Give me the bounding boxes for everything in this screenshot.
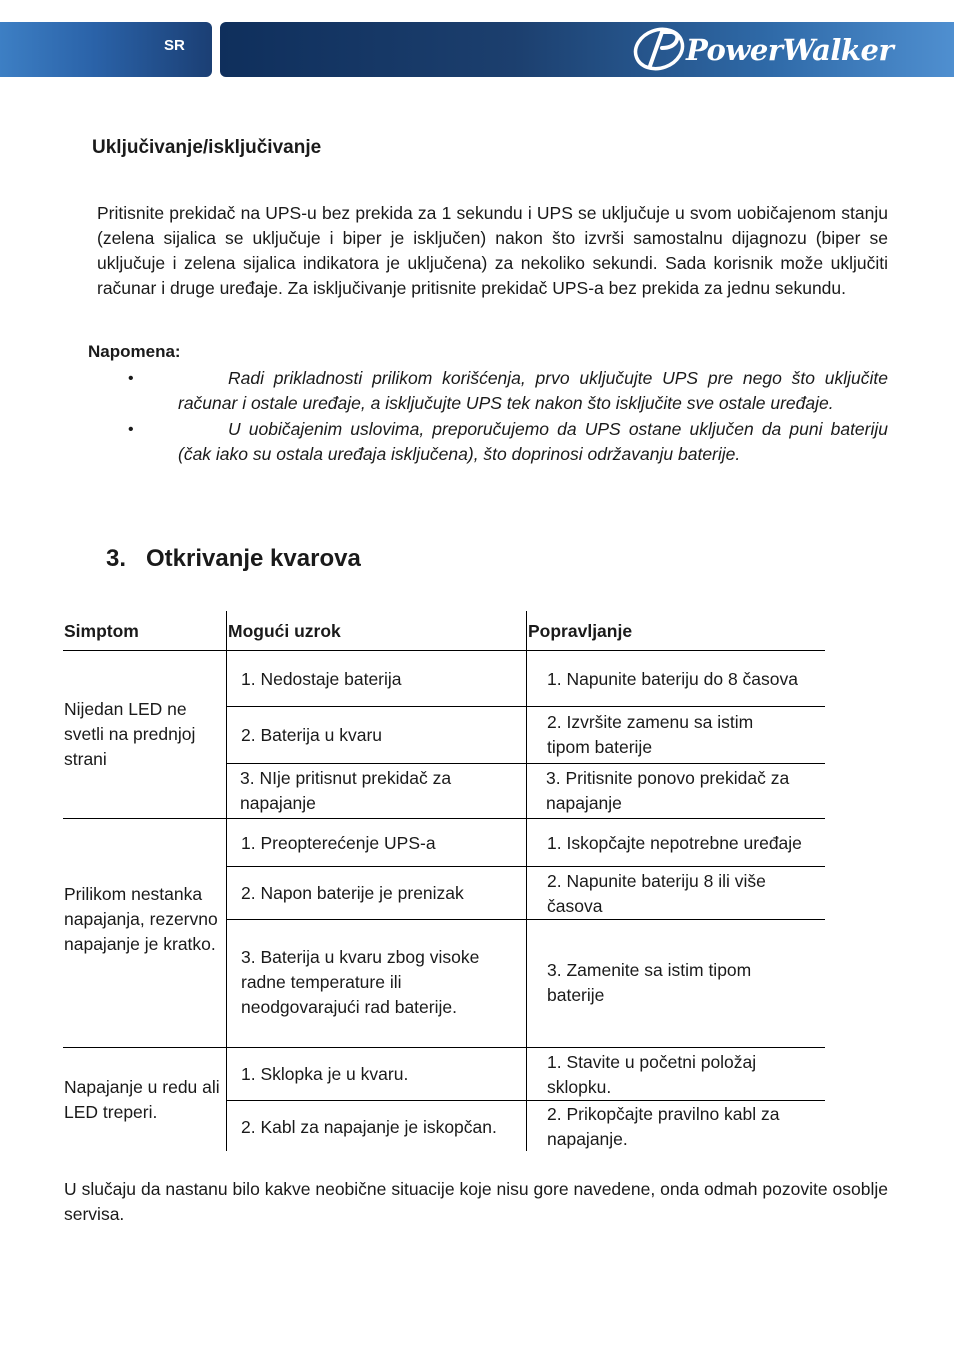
- table-divider: [226, 611, 227, 1151]
- cause-cell: 1. Preopterećenje UPS-a: [241, 833, 436, 853]
- column-header-symptom: Simptom: [64, 621, 139, 641]
- power-paragraph: Pritisnite prekidač na UPS-u bez prekida za 1 sekundu i UPS se uključuje u svom uobičajenom stanju (zelena sijalica se uključuje i biper je isključen) nakon što izvrši samostalnu dijagnozu (biper se uključuje i zelena sijalica indikatora je uključena) za nekoliko sekundi. Sada korisnik može uključiti računar i druge uređaje. Za isključivanje pritisnite prekidač UPS-a bez prekida za jednu sekundu.: [97, 203, 888, 298]
- table-rule: [226, 706, 825, 707]
- table-divider: [526, 611, 527, 1151]
- table-rule: [63, 818, 825, 819]
- note-item: Radi prikladnosti prilikom korišćenja, prvo uključujte UPS pre nego što uključite računar i ostale uređaje, a isključujte UPS tek nakon što isključite sve ostale uređaje.: [178, 368, 888, 413]
- cause-cell: 1. Sklopka je u kvaru.: [241, 1064, 409, 1084]
- table-rule: [226, 1100, 825, 1101]
- brand-wordmark: PowerWalker: [686, 33, 894, 67]
- fix-cell: 1. Stavite u početni položaj sklopku.: [547, 1052, 757, 1097]
- fix-cell: 3. Pritisnite ponovo prekidač za napajanje: [546, 768, 790, 813]
- note-label: Napomena:: [88, 342, 181, 361]
- fix-cell: 1. Iskopčajte nepotrebne uređaje: [547, 833, 802, 853]
- symptom-cell: Napajanje u redu ali LED treperi.: [64, 1077, 220, 1122]
- fix-cell: 2. Izvršite zamenu sa istim tipom baterije: [547, 712, 754, 757]
- brand-logo-mark-icon: [632, 26, 688, 72]
- table-rule: [226, 866, 825, 867]
- cause-cell: 2. Baterija u kvaru: [241, 725, 383, 745]
- symptom-cell: Prilikom nestanka napajanja, rezervno napajanje je kratko.: [64, 884, 218, 954]
- section-title: Otkrivanje kvarova: [146, 545, 361, 572]
- fix-cell: 1. Napunite bateriju do 8 časova: [547, 669, 798, 689]
- language-code: SR: [164, 37, 185, 54]
- service-notice: U slučaju da nastanu bilo kakve neobične situacije koje nisu gore navedene, onda odmah pozovite osoblje servisa.: [64, 1179, 888, 1224]
- cause-cell: 3. NIje pritisnut prekidač za napajanje: [240, 768, 452, 813]
- fix-cell: 3. Zamenite sa istim tipom baterije: [547, 960, 752, 1005]
- column-header-cause: Mogući uzrok: [228, 621, 341, 641]
- symptom-cell: Nijedan LED ne svetli na prednjoj strani: [64, 699, 196, 769]
- table-rule: [63, 1047, 825, 1048]
- fix-cell: 2. Napunite bateriju 8 ili više časova: [547, 871, 766, 916]
- note-item: U uobičajenim uslovima, preporučujemo da UPS ostane uključen da puni bateriju (čak iako su ostala uređaja isključena), što doprinosi održavanju baterije.: [178, 419, 888, 464]
- cause-cell: 1. Nedostaje baterija: [241, 669, 402, 689]
- cause-cell: 2. Kabl za napajanje je iskopčan.: [241, 1117, 497, 1137]
- column-header-fix: Popravljanje: [528, 621, 633, 641]
- bullet-icon: •: [128, 421, 134, 438]
- table-rule: [226, 919, 825, 920]
- cause-cell: 2. Napon baterije je prenizak: [241, 883, 464, 903]
- power-subheading: Uključivanje/isključivanje: [92, 137, 322, 158]
- brand-logo: [632, 26, 944, 72]
- table-rule: [226, 763, 825, 764]
- section-number: 3.: [106, 545, 127, 572]
- table-rule: [63, 650, 825, 651]
- bullet-icon: •: [128, 370, 134, 387]
- fix-cell: 2. Prikopčajte pravilno kabl za napajanje.: [547, 1104, 780, 1149]
- cause-cell: 3. Baterija u kvaru zbog visoke radne temperature ili neodgovarajući rad baterije.: [241, 947, 480, 1017]
